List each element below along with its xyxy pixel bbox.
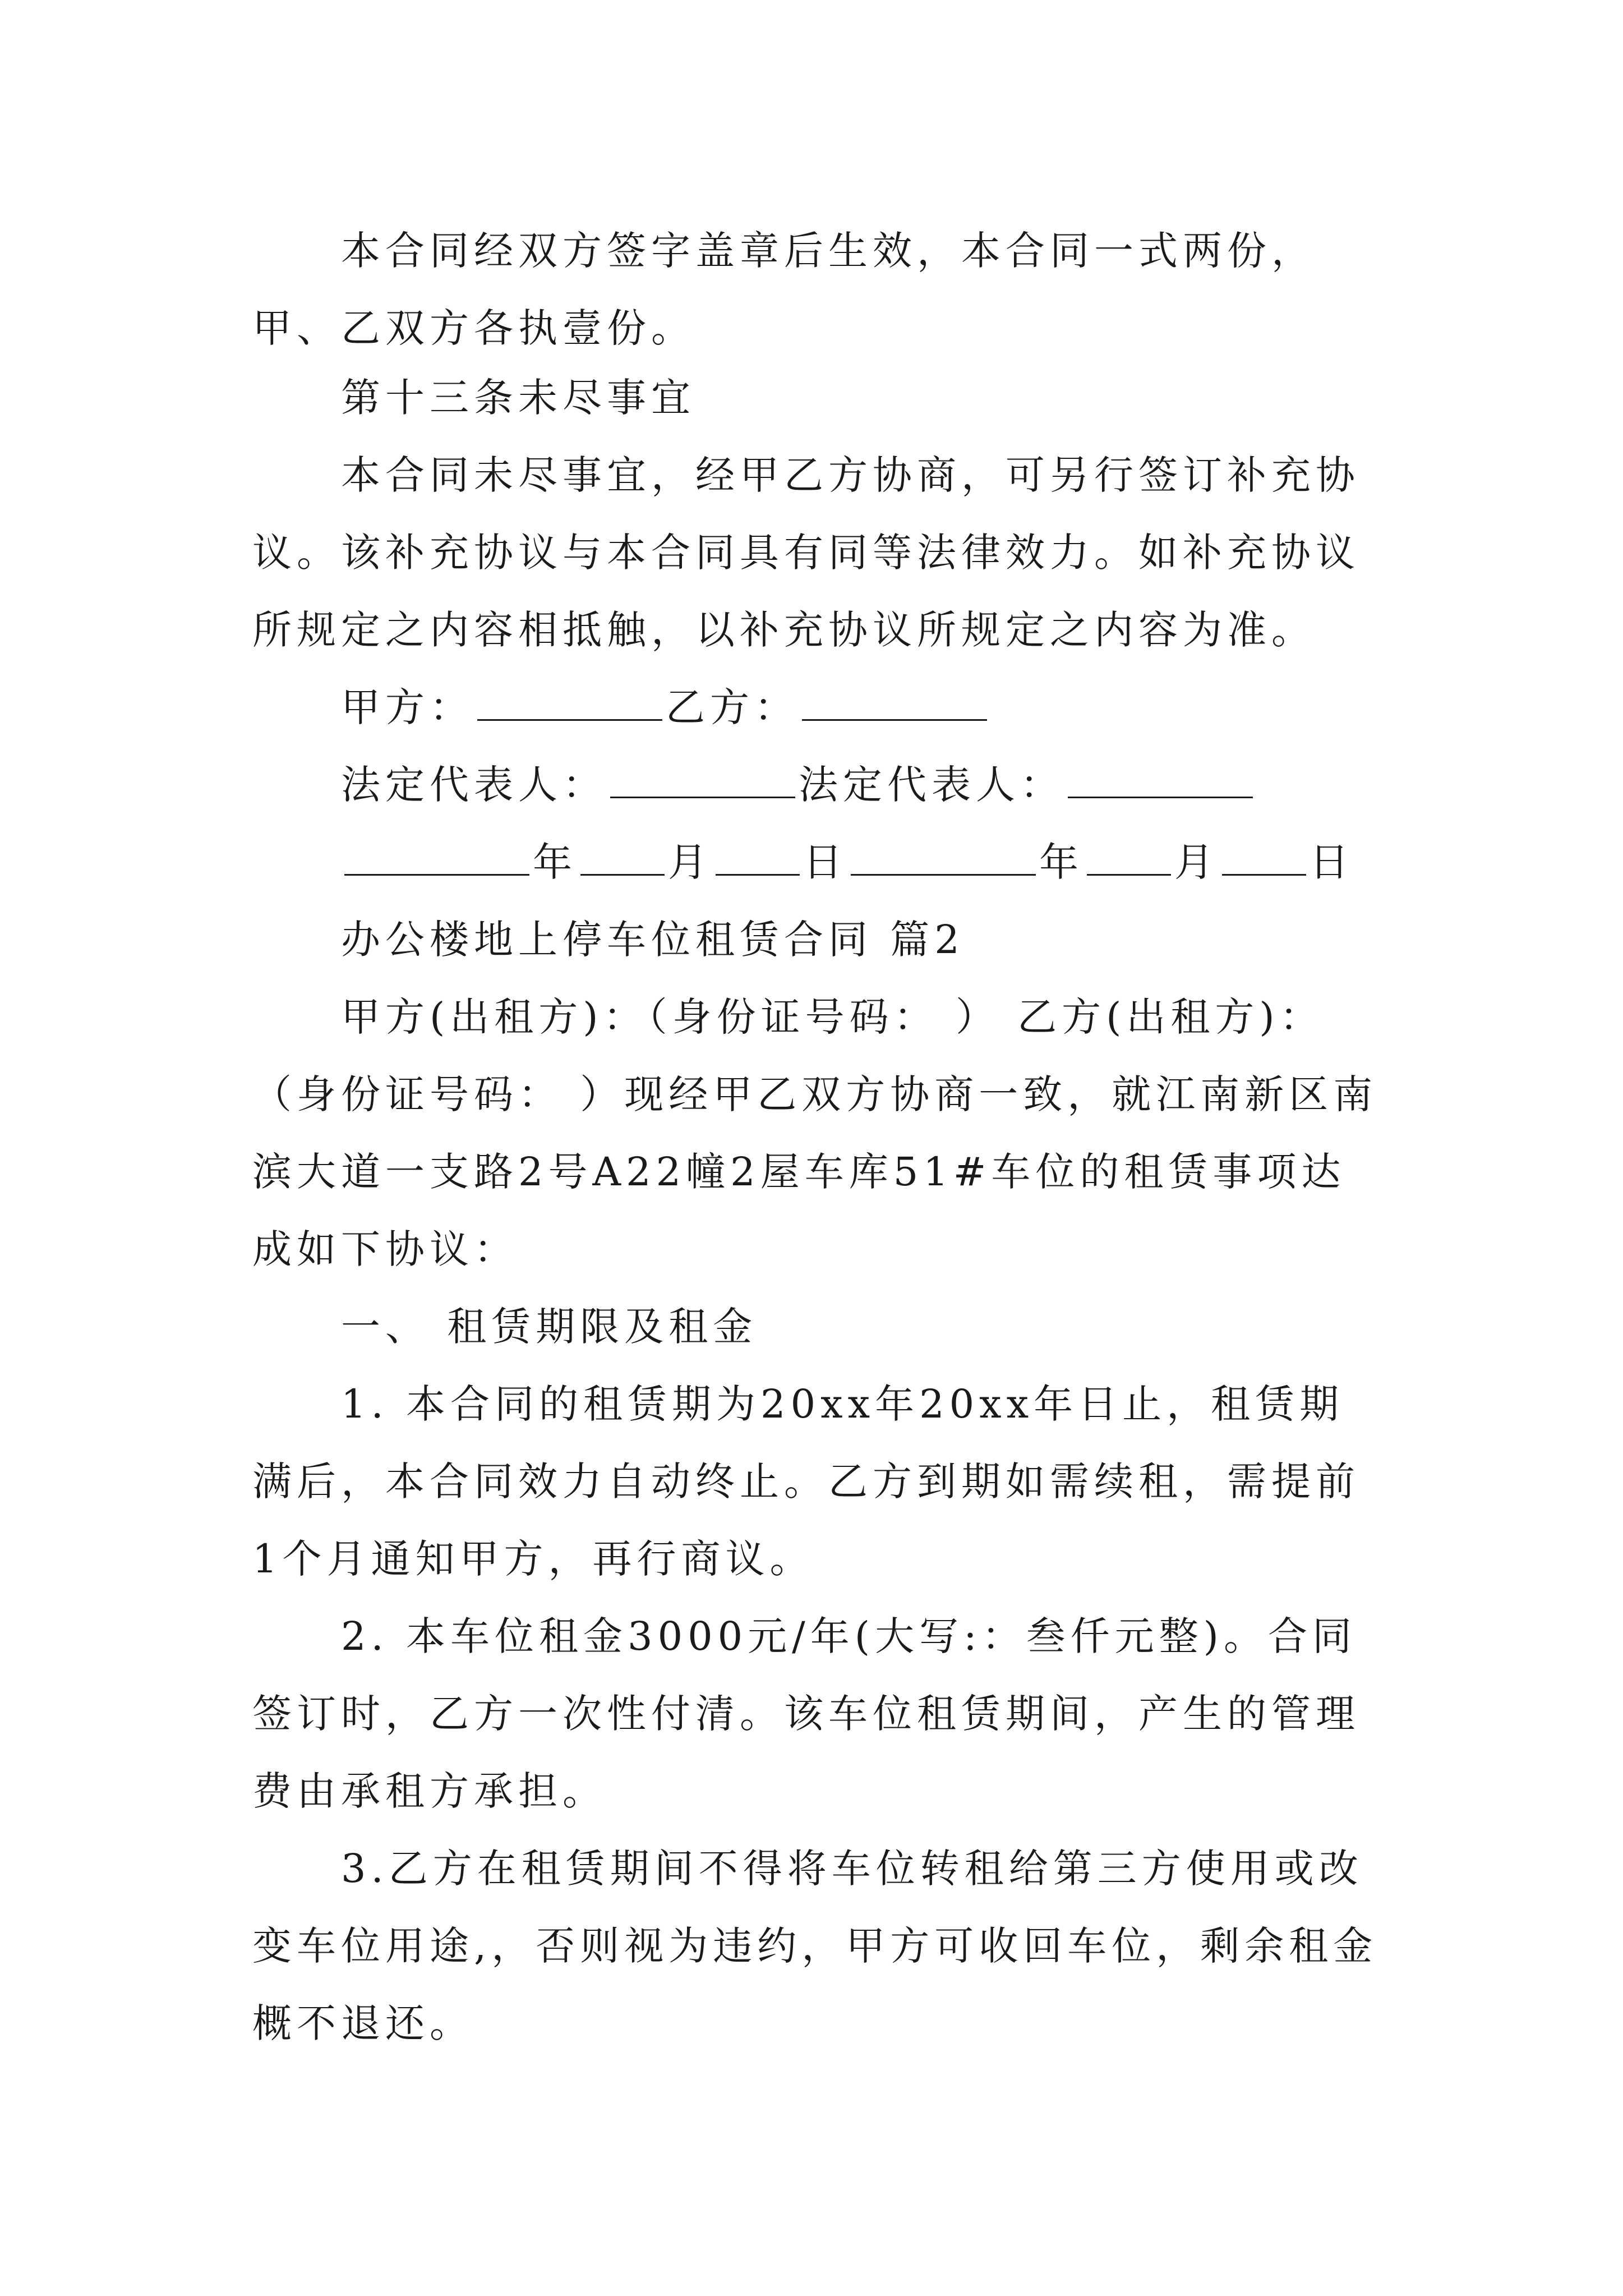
item-2-rent: 2. 本车位租金3000元/年(大写:：叁仟元整)。合同签订时，乙方一次性付清。该车位租赁期间，产生的管理费由承租方承担。: [252, 1613, 1360, 1814]
date-a-year-blank[interactable]: [344, 835, 529, 876]
date-b-day-blank[interactable]: [1222, 835, 1306, 876]
legal-representative-line: [341, 746, 1256, 823]
year-label: 年: [1039, 839, 1083, 885]
party-signature-line: [341, 669, 990, 746]
party-a-blank[interactable]: [477, 680, 662, 721]
date-b-month-blank[interactable]: [1087, 835, 1171, 876]
parties-clause: 甲方(出租方)：（身份证号码： ） 乙方(出租方)：（身份证号码： ）现经甲乙双方协商一致，就江南新区南滨大道一支路2号A22幢2屋车库51#车位的租赁事项达成如下协议：: [252, 994, 1378, 1272]
date-a-month-blank[interactable]: [580, 835, 665, 876]
party-b-label: 乙方：: [666, 684, 799, 730]
supplementary-agreement-clause: 本合同未尽事宜，经甲乙方协商，可另行签订补充协议。该补充协议与本合同具有同等法律效力。如补充协议所规定之内容相抵触，以补充协议所规定之内容为准。: [252, 452, 1360, 653]
date-line: [341, 823, 1354, 901]
item-1-lease-term: 1. 本合同的租赁期为20xx年20xx年日止，租赁期满后，本合同效力自动终止。乙方到期如需续租，需提前1个月通知甲方，再行商议。: [252, 1381, 1360, 1582]
section-title: 办公楼地上停车位租赁合同 篇2: [341, 917, 965, 963]
party-a-label: 甲方：: [341, 684, 474, 730]
legal-rep-b-label: 法定代表人：: [799, 762, 1064, 808]
date-b-year-blank[interactable]: [851, 835, 1036, 876]
article-13-title: 第十三条未尽事宜: [341, 375, 695, 421]
month-label: 月: [668, 839, 712, 885]
legal-rep-a-label: 法定代表人：: [341, 762, 607, 808]
effectiveness-clause: 本合同经双方签字盖章后生效，本合同一式两份，甲、乙双方各执壹份。: [252, 228, 1316, 351]
month-label: 月: [1174, 839, 1219, 885]
date-a-day-blank[interactable]: [716, 835, 800, 876]
year-label: 年: [533, 839, 577, 885]
day-label: 日: [1310, 839, 1354, 885]
day-label: 日: [803, 839, 847, 885]
legal-rep-b-blank[interactable]: [1068, 757, 1253, 798]
legal-rep-a-blank[interactable]: [610, 757, 795, 798]
heading-lease-term-and-rent: 一、 租赁期限及租金: [341, 1304, 758, 1350]
item-3-sublet: 3.乙方在租赁期间不得将车位转租给第三方使用或改变车位用途,，否则视为违约，甲方可收回车位，剩余租金概不退还。: [252, 1846, 1378, 2046]
party-b-blank[interactable]: [802, 680, 987, 721]
